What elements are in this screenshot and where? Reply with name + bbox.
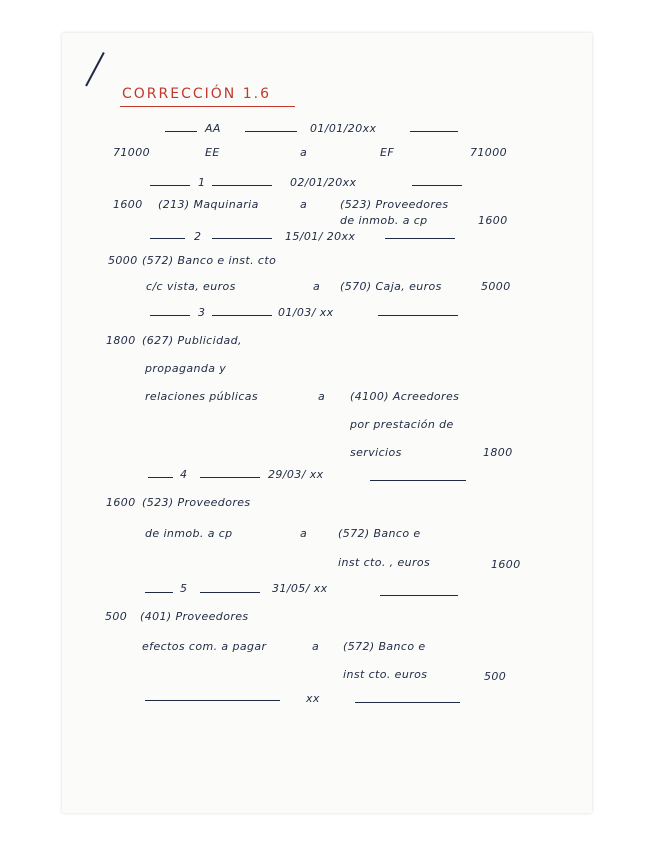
entry-separator-line: [378, 315, 458, 316]
debit-account: EE: [205, 146, 220, 159]
entry-separator-line: [165, 131, 197, 132]
closing-mark: xx: [306, 692, 320, 705]
debit-account: (627) Publicidad,: [142, 334, 242, 347]
debit-account: (572) Banco e inst. cto: [142, 254, 277, 267]
credit-amount: 500: [484, 670, 507, 683]
entry-connector: a: [300, 527, 308, 540]
entry-separator-line: [150, 315, 190, 316]
debit-amount: 71000: [113, 146, 150, 159]
credit-account: (570) Caja, euros: [340, 280, 442, 293]
entry-separator-line: [412, 185, 462, 186]
entry-connector: a: [318, 390, 326, 403]
entry-separator-line: [145, 592, 173, 593]
entry-number: 4: [180, 468, 188, 481]
debit-account-cont: propaganda y: [145, 362, 227, 375]
entry-number: AA: [205, 122, 221, 135]
page-title: CORRECCIÓN 1.6: [122, 86, 271, 102]
entry-separator-line: [370, 480, 466, 481]
credit-account: (572) Banco e: [338, 527, 421, 540]
entry-separator-line: [212, 238, 272, 239]
entry-number: 1: [198, 176, 206, 189]
entry-connector: a: [300, 198, 308, 211]
entry-date: 15/01/ 20xx: [285, 230, 356, 243]
entry-separator-line: [380, 595, 458, 596]
credit-account-cont: inst cto. , euros: [338, 556, 431, 569]
credit-account-cont: por prestación de: [350, 418, 454, 431]
closing-line: [145, 700, 280, 701]
entry-separator-line: [385, 238, 455, 239]
credit-account-cont: inst cto. euros: [343, 668, 428, 681]
credit-account: (523) Proveedores: [340, 198, 449, 211]
credit-account: EF: [380, 146, 395, 159]
credit-amount: 71000: [470, 146, 507, 159]
debit-amount: 5000: [108, 254, 138, 267]
debit-amount: 1800: [106, 334, 136, 347]
entry-connector: a: [313, 280, 321, 293]
debit-account-cont: efectos com. a pagar: [142, 640, 267, 653]
entry-date: 02/01/20xx: [290, 176, 357, 189]
title-underline: [120, 106, 295, 107]
entry-separator-line: [245, 131, 297, 132]
closing-line: [355, 702, 460, 703]
entry-number: 3: [198, 306, 206, 319]
credit-account: (572) Banco e: [343, 640, 426, 653]
entry-separator-line: [148, 477, 173, 478]
entry-separator-line: [150, 238, 185, 239]
credit-amount: 1800: [483, 446, 513, 459]
debit-account-cont: relaciones públicas: [145, 390, 259, 403]
entry-separator-line: [410, 131, 458, 132]
debit-account: (523) Proveedores: [142, 496, 251, 509]
entry-date: 31/05/ xx: [272, 582, 328, 595]
entry-separator-line: [212, 315, 272, 316]
credit-amount: 1600: [478, 214, 508, 227]
debit-amount: 500: [105, 610, 128, 623]
debit-account: (213) Maquinaria: [158, 198, 259, 211]
entry-separator-line: [212, 185, 272, 186]
entry-separator-line: [200, 592, 260, 593]
credit-amount: 1600: [491, 558, 521, 571]
debit-account: (401) Proveedores: [140, 610, 249, 623]
debit-account-cont: c/c vista, euros: [146, 280, 236, 293]
entry-connector: a: [312, 640, 320, 653]
entry-number: 5: [180, 582, 188, 595]
credit-account-cont: servicios: [350, 446, 402, 459]
entry-separator-line: [200, 477, 260, 478]
entry-date: 01/03/ xx: [278, 306, 334, 319]
credit-account: (4100) Acreedores: [350, 390, 460, 403]
entry-number: 2: [194, 230, 202, 243]
entry-date: 01/01/20xx: [310, 122, 377, 135]
debit-amount: 1600: [106, 496, 136, 509]
entry-connector: a: [300, 146, 308, 159]
debit-account-cont: de inmob. a cp: [145, 527, 233, 540]
entry-date: 29/03/ xx: [268, 468, 324, 481]
credit-account-cont: de inmob. a cp: [340, 214, 428, 227]
entry-separator-line: [150, 185, 190, 186]
credit-amount: 5000: [481, 280, 511, 293]
debit-amount: 1600: [113, 198, 143, 211]
